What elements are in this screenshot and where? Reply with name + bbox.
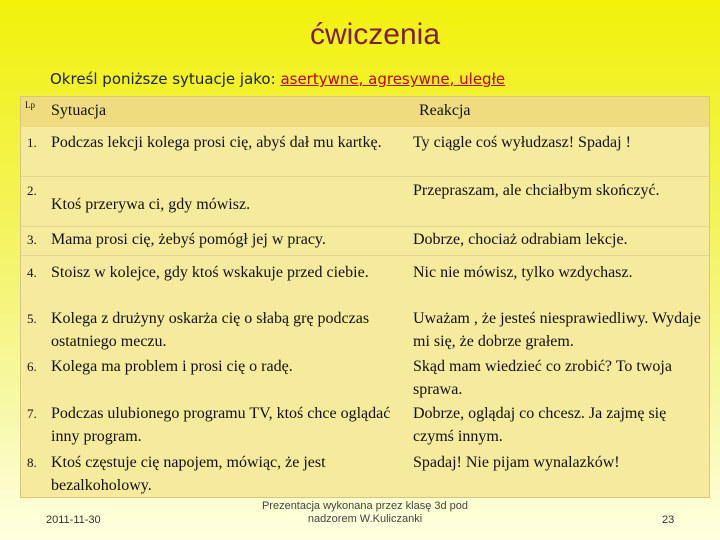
- row-situation: Kolega z drużyny oskarża cię o słabą grę podczas ostatniego meczu.: [51, 310, 370, 350]
- row-divider: [21, 226, 709, 227]
- row-reaction: Dobrze, oglądaj co chcesz. Ja zajmę się czymś innym.: [413, 405, 667, 445]
- row-number: 6.: [27, 359, 37, 374]
- row-situation: Ktoś częstuje cię napojem, mówiąc, że jest bezalkoholowy.: [51, 454, 326, 494]
- instruction-prefix: Określ poniższe sytuacje jako:: [50, 70, 281, 88]
- row-divider: [21, 176, 709, 177]
- row-number: 7.: [27, 406, 37, 421]
- row-number: 8.: [27, 455, 37, 470]
- row-situation: Podczas ulubionego programu TV, ktoś chce oglądać inny program.: [51, 405, 391, 445]
- slide-title: ćwiczenia: [309, 18, 441, 51]
- row-number: 5.: [27, 311, 37, 326]
- row-situation: Mama prosi cię, żebyś pomógł jej w pracy.: [51, 231, 326, 248]
- row-number: 1.: [27, 135, 37, 150]
- table-header: [21, 97, 709, 127]
- row-situation: Stoisz w kolejce, gdy ktoś wskakuje przed ciebie.: [51, 264, 369, 281]
- instruction: [50, 70, 505, 88]
- row-situation: Kolega ma problem i prosi cię o radę.: [51, 358, 293, 375]
- row-reaction: Ty ciągle coś wyłudzasz! Spadaj !: [413, 134, 631, 151]
- row-number: 2.: [27, 183, 37, 198]
- footer-date: 2011-11-30: [46, 514, 101, 526]
- header-reaction: Reakcja: [419, 102, 471, 119]
- row-number: 3.: [27, 232, 37, 247]
- row-number: 4.: [27, 265, 37, 280]
- footer-credit: Prezentacja wykonana przez klasę 3d pod nadzorem W.Kuliczanki: [261, 500, 469, 525]
- instruction-highlight: asertywne, agresywne, uległe: [280, 70, 506, 88]
- row-divider: [21, 255, 709, 256]
- row-reaction: Skąd mam wiedzieć co zrobić? To twoja sprawa.: [413, 358, 672, 398]
- row-reaction: Dobrze, chociaż odrabiam lekcje.: [413, 231, 628, 248]
- row-reaction: Spadaj! Nie pijam wynalazków!: [413, 454, 620, 471]
- row-reaction: Przepraszam, ale chciałbym skończyć.: [413, 182, 660, 199]
- row-reaction: Uważam , że jesteś niesprawiedliwy. Wydaje mi się, że dobrze grałem.: [413, 310, 701, 350]
- header-lp: Lp: [25, 100, 35, 110]
- header-situation: Sytuacja: [51, 102, 107, 119]
- row-reaction: Nic nie mówisz, tylko wzdychasz.: [413, 264, 633, 281]
- exercise-table: [20, 96, 710, 498]
- row-situation: Ktoś przerywa ci, gdy mówisz.: [51, 196, 251, 213]
- page-number: 23: [662, 514, 675, 526]
- row-situation: Podczas lekcji kolega prosi cię, abyś dał mu kartkę.: [51, 134, 382, 151]
